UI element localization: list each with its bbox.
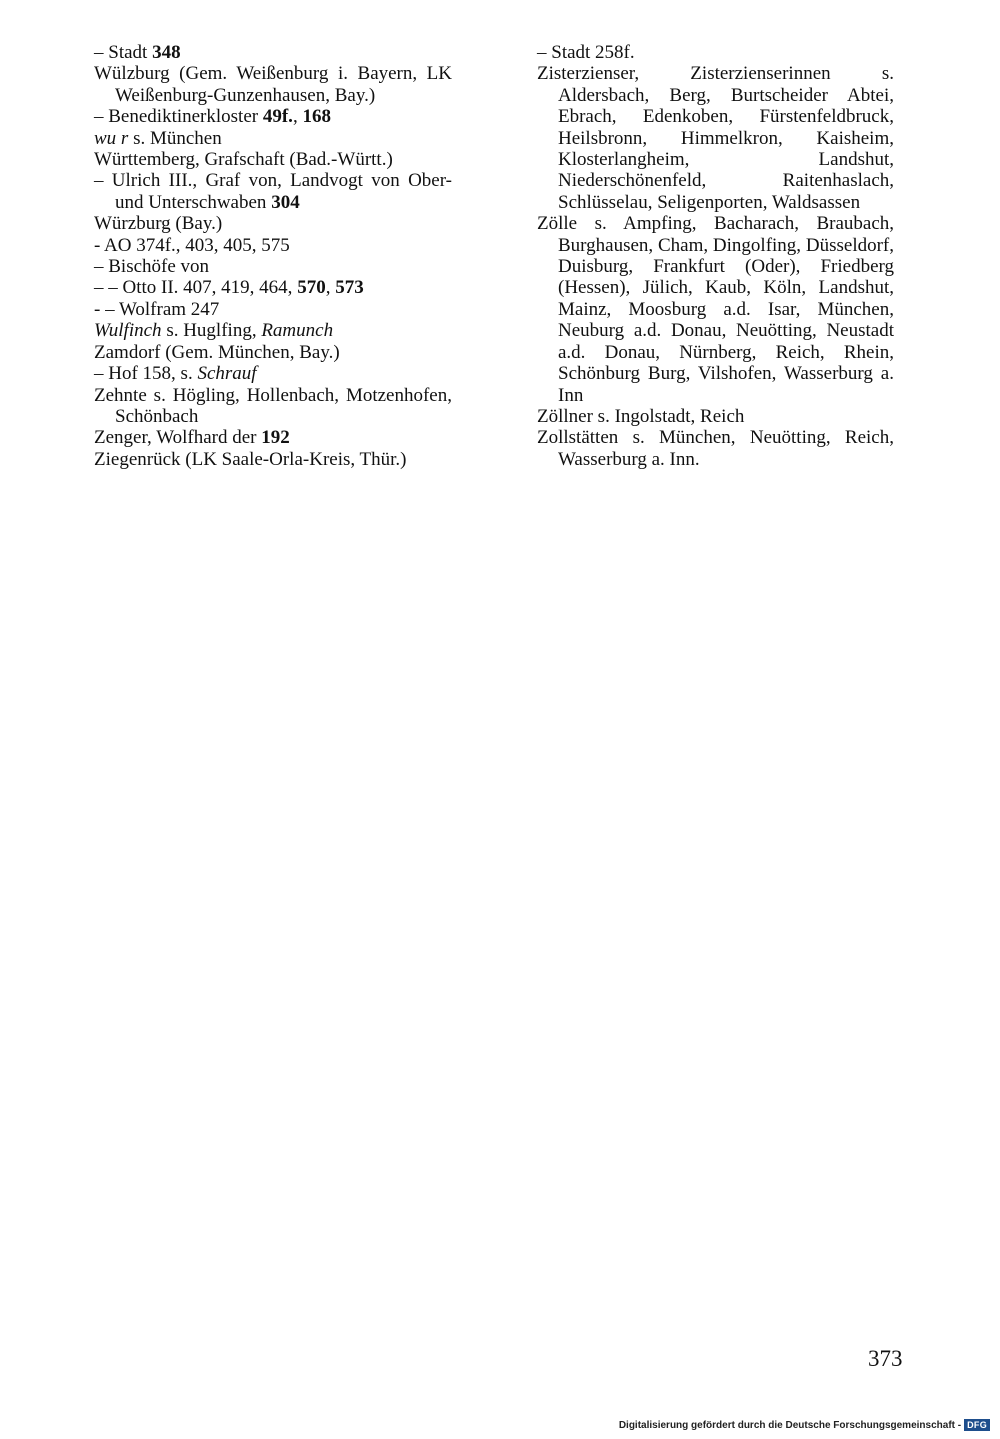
page-reference-bold: 304 bbox=[271, 191, 300, 213]
index-entry bbox=[94, 277, 452, 298]
entry-text: - – Wolfram 247 bbox=[94, 298, 220, 320]
entry-text: s. Huglfing, bbox=[161, 320, 262, 342]
entry-text: Wülzburg (Gem. Weißenburg i. Bayern, LK Weißenburg-Gunzenhausen, Bay.) bbox=[94, 63, 452, 106]
index-column-left bbox=[94, 42, 452, 470]
index-entry bbox=[537, 63, 894, 213]
entry-text: – Ulrich III., Graf von, Landvogt von Ober- und Unterschwaben bbox=[94, 170, 452, 213]
entry-text: Zehnte s. Högling, Hollenbach, Motzenhofen, Schönbach bbox=[94, 384, 452, 427]
index-entry bbox=[94, 256, 452, 277]
entry-text: – Hof 158, s. bbox=[94, 363, 198, 385]
index-entry bbox=[94, 363, 452, 384]
page-reference-bold: 168 bbox=[302, 106, 331, 128]
entry-text: – – Otto II. 407, 419, 464, bbox=[94, 277, 298, 299]
index-entry bbox=[537, 427, 894, 470]
index-entry bbox=[94, 320, 452, 341]
entry-text: Zenger, Wolfhard der bbox=[94, 427, 262, 449]
index-entry bbox=[94, 42, 452, 63]
page-reference-bold: 570 bbox=[297, 277, 326, 299]
entry-text: Zölle s. Ampfing, Bacharach, Braubach, Burghausen, Cham, Dingolfing, Düsseldorf, Duisburg, Frankfurt (Oder), Friedberg (Hessen), Jülich, Kaub, Köln, Landshut, Mainz, Moosburg a.d. Isar, München, Neuburg a.d. Donau, Neuötting, Neustadt a.d. Donau, Nürnberg, Reich, Rhein, Schönburg Burg, Vilshofen, Wasserburg a. Inn bbox=[537, 213, 894, 406]
footer-text: Digitalisierung gefördert durch die Deutsche Forschungsgemeinschaft - bbox=[618, 1419, 962, 1431]
entry-text: Würzburg (Bay.) bbox=[94, 213, 223, 235]
entry-text: s. München bbox=[128, 127, 222, 149]
index-entry bbox=[94, 106, 452, 127]
entry-text: Württemberg, Grafschaft (Bad.-Württ.) bbox=[94, 149, 393, 171]
entry-text: Ziegenrück (LK Saale-Orla-Kreis, Thür.) bbox=[94, 448, 407, 470]
entry-text: Zisterzienser, Zisterzienserinnen s. Aldersbach, Berg, Burtscheider Abtei, Ebrach, Edenkoben, Fürstenfeldbruck, Heilsbronn, Himmelkron, Kaisheim, Klosterlangheim, Landshut, Niederschönenfeld, Raitenhaslach, Schlüsselau, Seligenporten, Waldsassen bbox=[537, 63, 894, 213]
index-entry bbox=[537, 213, 894, 406]
page-reference-bold: 573 bbox=[335, 277, 364, 299]
entry-text: – Stadt bbox=[94, 42, 153, 63]
italic-term: Schrauf bbox=[197, 363, 257, 385]
index-entry bbox=[94, 427, 452, 448]
entry-text: Zollstätten s. München, Neuötting, Reich, Wasserburg a. Inn. bbox=[537, 427, 894, 470]
index-entry bbox=[94, 63, 452, 106]
index-column-right bbox=[537, 42, 894, 470]
page-number: 373 bbox=[868, 1346, 903, 1371]
index-entry bbox=[94, 342, 452, 363]
entry-text: - AO 374f., 403, 405, 575 bbox=[94, 234, 290, 256]
index-entry bbox=[94, 149, 452, 170]
index-entry bbox=[94, 385, 452, 428]
index-entry bbox=[537, 42, 894, 63]
index-entry bbox=[94, 235, 452, 256]
italic-term: Ramunch bbox=[261, 320, 334, 342]
page-reference-bold: 49f. bbox=[262, 106, 293, 128]
entry-text: , bbox=[325, 277, 336, 299]
entry-text: – Benediktinerkloster bbox=[94, 106, 263, 128]
index-entry bbox=[94, 170, 452, 213]
entry-text: Zamdorf (Gem. München, Bay.) bbox=[94, 341, 340, 363]
index-entry bbox=[94, 128, 452, 149]
index-entry bbox=[94, 299, 452, 320]
index-entry bbox=[94, 449, 452, 470]
page-reference-bold: 192 bbox=[261, 427, 290, 449]
entry-text: Zöllner s. Ingolstadt, Reich bbox=[537, 405, 745, 427]
entry-text: , bbox=[292, 106, 303, 128]
index-entry bbox=[94, 213, 452, 234]
entry-text: – Stadt 258f. bbox=[537, 42, 635, 63]
italic-term: Wulfinch bbox=[94, 320, 162, 342]
index-entry bbox=[537, 406, 894, 427]
entry-text: – Bischöfe von bbox=[94, 256, 210, 278]
dfg-logo: DFG bbox=[964, 1419, 990, 1431]
page-reference-bold: 348 bbox=[152, 42, 181, 63]
digitization-footer bbox=[619, 1417, 990, 1433]
italic-term: wu r bbox=[94, 127, 129, 149]
